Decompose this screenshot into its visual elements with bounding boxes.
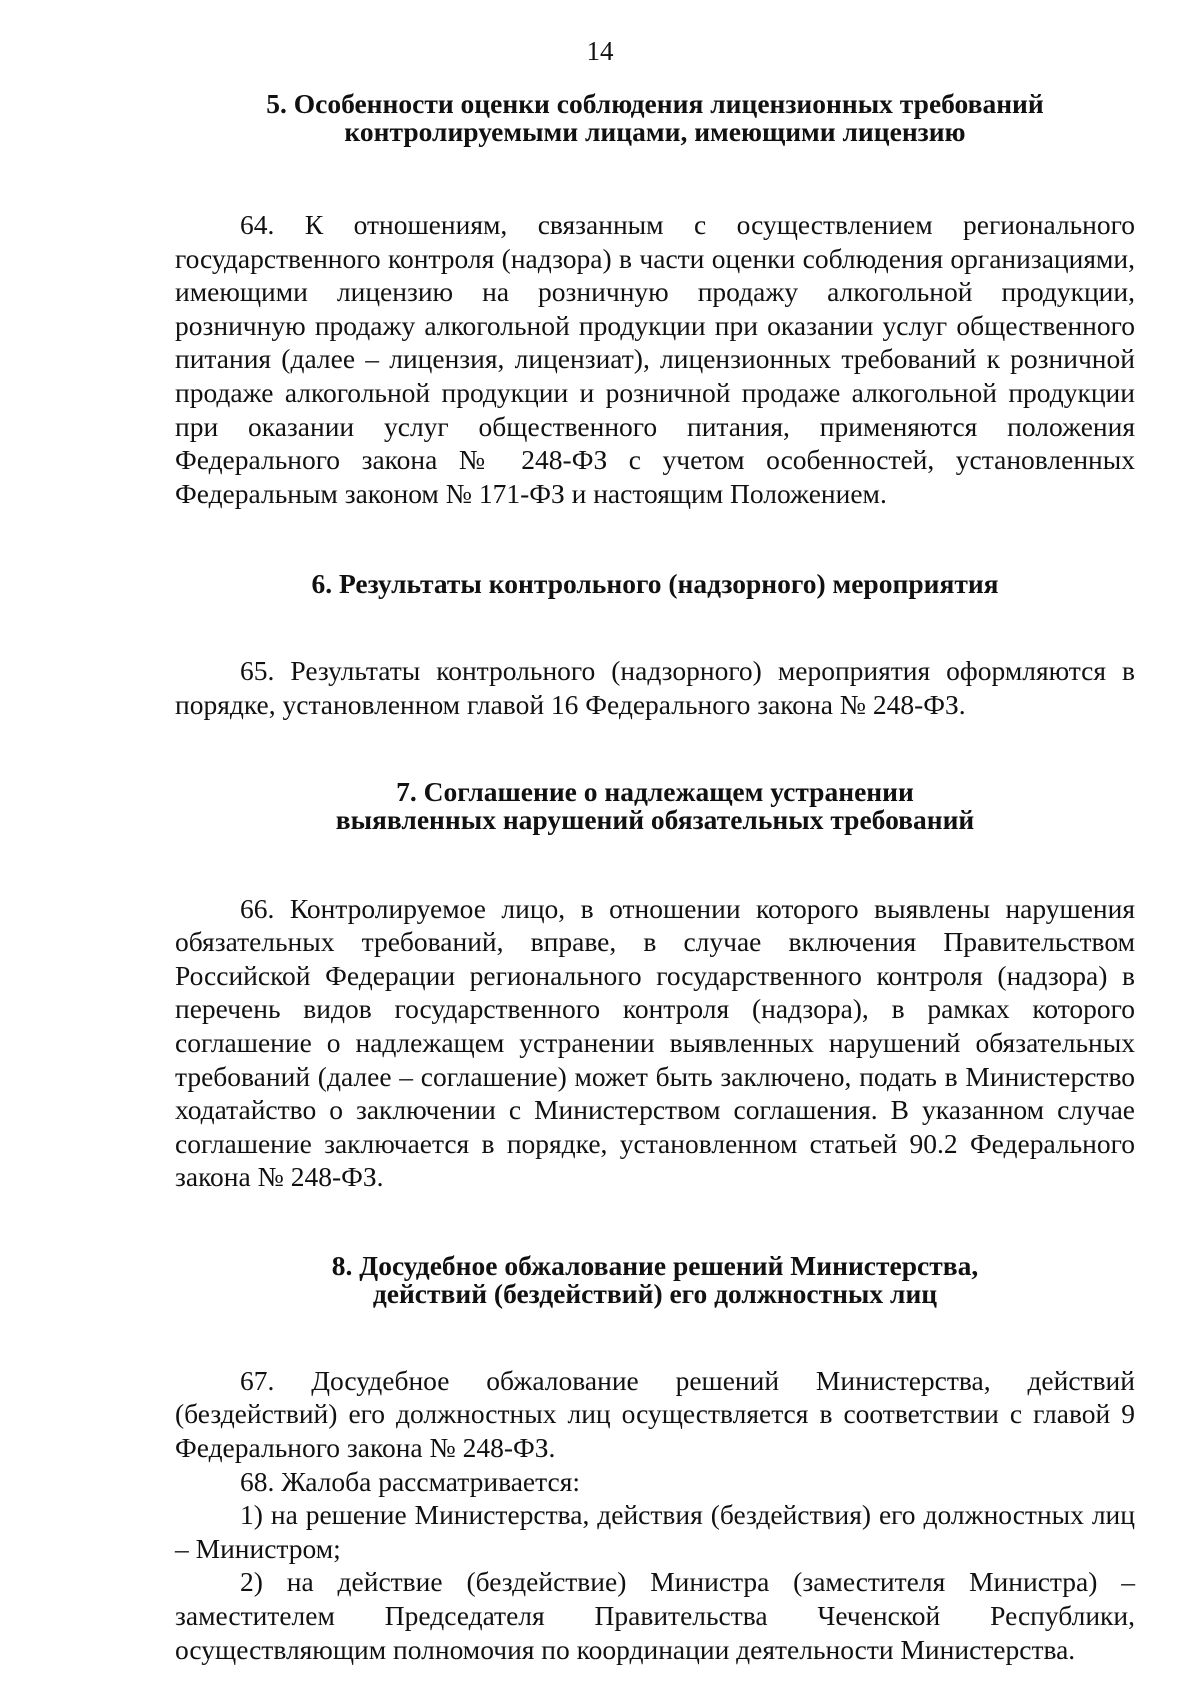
paragraph-66: 66. Контролируемое лицо, в отношении которого выявлены нарушения обязательных требований, вправе, в случае включения Правительством Российской Федерации регионального государственного контроля (надзора) в перечень видов государственного контроля (надзора), в рамках которого соглашение о надлежащем устранении выявленных нарушений обязательных требований (далее – соглашение) может быть заключено, подать в Министерство ходатайство о заключении с Министерством соглашения. В указанном случае соглашение заключается в порядке, установленном статьей 90.2 Федерального закона № 248-ФЗ.	[175, 892, 1135, 1193]
heading-line: 8. Досудебное обжалование решений Министерства,	[331, 1249, 979, 1281]
paragraph-68: 68. Жалоба рассматривается:	[240, 1465, 580, 1497]
heading-line: действий (бездействий) его должностных лиц	[372, 1277, 938, 1309]
paragraph-64: 64. К отношениям, связанным с осуществлением регионального государственного контроля (надзора) в части оценки соблюдения организациями, имеющими лицензию на розничную продажу алкогольной продукции, розничную продажу алкогольной продукции при оказании услуг общественного питания (далее – лицензия, лицензиат), лицензионных требований к розничной продаже алкогольной продукции и розничной продаже алкогольной продукции при оказании услуг общественного питания, применяются положения Федерального закона № 248-ФЗ с учетом особенностей, установленных Федеральным законом № 171-ФЗ и настоящим Положением.	[175, 209, 1135, 509]
list-item-1: 1) на решение Министерства, действия (бездействия) его должностных лиц – Министром;	[175, 1499, 1135, 1564]
document-body	[175, 90, 1135, 1666]
list-item-2: 2) на действие (бездействие) Министра (заместителя Министра) – заместителем Председателя Правительства Чеченской Республики, осуществляющим полномочия по координации деятельности Министерства.	[175, 1566, 1135, 1665]
paragraph-65: 65. Результаты контрольного (надзорного) мероприятия оформляются в порядке, установленном главой 16 Федерального закона № 248-ФЗ.	[175, 655, 1135, 720]
page-number: 14	[586, 36, 614, 66]
section-heading-5	[175, 90, 1135, 146]
heading-line: выявленных нарушений обязательных требований	[335, 803, 975, 835]
heading-line: 6. Результаты контрольного (надзорного) мероприятия	[311, 568, 999, 600]
heading-line: контролируемыми лицами, имеющими лицензию	[344, 116, 966, 147]
heading-line: 5. Особенности оценки соблюдения лицензионных требований	[266, 88, 1044, 119]
paragraph-67: 67. Досудебное обжалование решений Министерства, действий (бездействий) его должностных лиц осуществляется в соответствии с главой 9 Федерального закона № 248-ФЗ.	[175, 1364, 1135, 1464]
section-heading-6	[175, 570, 1135, 598]
heading-line: 7. Соглашение о надлежащем устранении	[396, 775, 914, 807]
section-heading-8	[175, 1249, 1135, 1309]
section-heading-7	[175, 775, 1135, 835]
